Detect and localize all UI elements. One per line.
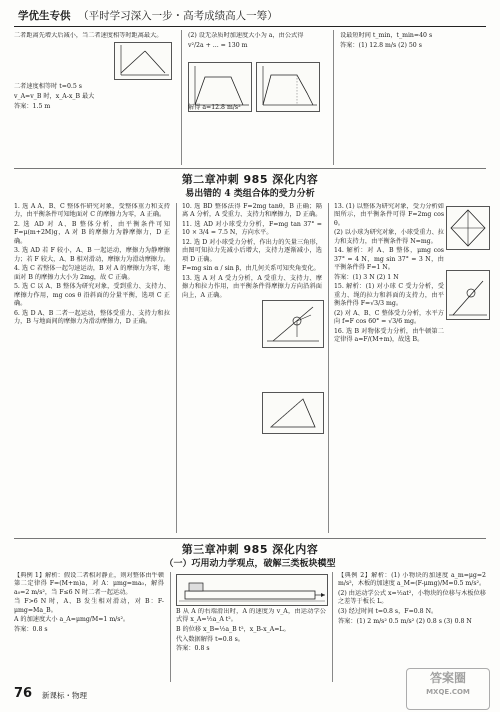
top-mid-column: [188, 32, 328, 162]
answer-line: 答案：1.5 m: [14, 102, 51, 110]
column-divider: [328, 203, 329, 533]
paragraph: 4. 选 C 若整体一起匀速运动，B 对 A 的摩擦力为零，地面对 B 的摩擦力大小为 2mg，故 C 正确。: [14, 265, 170, 281]
paragraph: 13. 选 A 对 A 受力分析，A 受重力、支持力、摩擦力和拉力作用，由平衡条件得摩擦力方向沿斜面向上，A 正确。: [182, 275, 322, 299]
watermark-url: MXQE.COM: [426, 688, 470, 696]
chapter-2-middle-column: [182, 203, 322, 533]
paragraph: (2) 以小球为研究对象，小球受重力、拉力和支持力，由平衡条件得 N=mg。: [334, 229, 444, 245]
paragraph: (2) 对 A、B、C 整体受力分析，水平方向 f=F cos 60° = √3/6 mg。: [334, 309, 444, 326]
chapter-3-subtitle: （一）巧用动力学观点，破解三类板块模型: [164, 559, 336, 569]
paragraph: 3. 选 AD 若 F 较小，A、B 一起运动，摩擦力为静摩擦力；若 F 较大，A、B 相对滑动，摩擦力为滑动摩擦力。: [14, 247, 170, 263]
paragraph: 【典例 2】解析：(1) 小物块的加速度 a_m=μg=2 m/s²，木板的加速度 a_M=(F-μmg)/M=0.5 m/s²。: [338, 572, 486, 588]
paragraph: (2) 由运动学公式 x=½at²，小物块的位移与木板位移之差等于板长 L。: [338, 590, 486, 606]
page-number: 76: [14, 686, 33, 701]
header-tagline: （平时学习深入一步・高考成绩高人一筹）: [78, 10, 278, 22]
answer-line: 答案：0.8 s: [14, 626, 48, 633]
column-divider: [332, 572, 333, 682]
footer-label: 新课标・物理: [42, 691, 87, 700]
header-brand: 学优生专供: [18, 10, 71, 22]
paragraph: F=mg sin α / sin β，由几何关系可知夹角变化。: [182, 265, 320, 273]
paragraph: 10. 选 BD 整体法得 F=2mg tanθ，B 正确；隔离 A 分析，A 受重力、支持力和摩擦力，D 正确。: [182, 203, 322, 219]
section-divider: [14, 168, 486, 169]
section-divider: [14, 538, 486, 539]
paragraph: B 的位移 x_B=½a_B t²，x_B-x_A=L。: [176, 626, 290, 633]
paragraph: 16. 选 B 对物体受力分析，由牛顿第二定律得 a=F/(M+m)，故选 B。: [334, 327, 444, 344]
vector-triangle-figure: [262, 392, 324, 434]
paragraph: 1. 选 A A、B、C 整体作研究对象，受整体重力和支持力，由平衡条件可知地面对 C 的摩擦力为零，A 正确。: [14, 203, 170, 219]
paragraph: 二者速度相等时 t=0.5 s: [14, 83, 82, 91]
column-divider: [170, 572, 171, 682]
chapter-3-middle-column: [176, 608, 326, 682]
answer-line: 答案：0.8 s: [176, 645, 210, 653]
paragraph: 【典例 1】解析：假设二者相对静止，则对整体由牛顿第二定律得 F=(M+m)a，对 A：μmg=ma₀，解得 a₀=2 m/s²，当 F≤6 N 时二者一起运动。: [14, 572, 164, 596]
chapter-2-subtitle: 易出错的 4 类组合体的受力分析: [185, 189, 315, 199]
paragraph: 14. 解析：对 A、B 整体，μmg cos 37° = 4 N，mg sin 37° = 3 N，由平衡条件得 F=1 N。: [334, 247, 444, 272]
block-on-board-figure: [176, 574, 328, 606]
incline-ball-figure: [446, 270, 490, 320]
motion-graph-figure: [114, 42, 172, 80]
paragraph: B 从 A 的右端滑出时，A 的速度为 v_A，由运动学公式得 x_A=½a_A t²。: [176, 608, 326, 624]
answer-line: 答案：(1) 2 m/s² 0.5 m/s² (2) 0.8 s (3) 0.8 N: [338, 617, 472, 625]
paragraph: 代入数据解得 t=0.8 s。: [176, 635, 244, 643]
paragraph: 设最短时间 t_min，t_min=40 s: [340, 32, 433, 39]
paragraph: 15. 解析：(1) 对小球 C 受力分析，受重力、绳的拉力和斜面的支持力，由平衡条件得 F=√3/3 mg。: [334, 283, 444, 308]
chapter-2-left-column: [14, 203, 170, 533]
page-header: [14, 6, 486, 27]
paragraph: 6. 选 D A、B 二者一起运动，整体受重力、支持力和拉力，B 与地面间的摩擦力为滑动摩擦力，D 正确。: [14, 309, 170, 326]
answer-line: 答案：(1) 12.8 m/s (2) 50 s: [340, 41, 422, 49]
chapter-3-left-column: [14, 572, 164, 682]
paragraph: v²/2a + ... = 130 m: [188, 41, 248, 49]
force-diagram-figure: [262, 300, 324, 348]
paragraph: A 的加速度大小 a_A=μmg/M=1 m/s²。: [14, 616, 130, 624]
paragraph: 11. 选 AD 对小球受力分析，F=mg tan 37° = 10 × 3/4 = 7.5 N，方向水平。: [182, 221, 322, 237]
paragraph: 12. 选 D 对小球受力分析，作出力的矢量三角形，由图可知拉力先减小后增大，支持力逐渐减小，选项 D 正确。: [182, 239, 322, 263]
paragraph: (3) 经过时间 t=0.8 s，F=0.8 N。: [338, 608, 438, 615]
watermark-logo: [406, 668, 490, 710]
chapter-2-right-column: [334, 203, 444, 533]
top-right-column: [340, 32, 486, 162]
watermark-text: 答案圈: [429, 671, 466, 685]
paragraph: 二者距离先增大后减小，当二者速度相等时距离最大。: [14, 32, 163, 39]
paragraph: v_A=v_B 时，x_A-x_B 最大: [14, 93, 95, 100]
paragraph: 5. 选 C 以 A、B 整体为研究对象，受到重力、支持力、摩擦力作用，mg cos θ 沿斜面的分量平衡，选项 C 正确。: [14, 283, 170, 308]
paragraph: 当 F>6 N 时，A、B 发生相对滑动，对 B：F-μmg=Ma_B。: [14, 598, 164, 614]
chapter-3-title: 第三章冲刺 985 深化内容: [181, 543, 319, 556]
paragraph: 13. (1) 以整体为研究对象，受力分析如图所示，由平衡条件可得 F=2mg cos θ。: [334, 203, 444, 227]
rhombus-force-figure: [446, 206, 490, 250]
column-divider: [181, 30, 182, 165]
column-divider: [176, 203, 177, 533]
paragraph: (2) 设无杂质时加速度大小为 a，由公式得: [188, 32, 304, 39]
answer-line: 答案：(1) 3 N (2) 1 N: [334, 273, 399, 281]
column-divider: [333, 30, 334, 165]
chapter-3-right-column: [338, 572, 486, 664]
chapter-2-title: 第二章冲刺 985 深化内容: [181, 173, 319, 186]
top-left-column: [14, 32, 174, 162]
paragraph: 解得 a=12.8 m/s²: [188, 104, 241, 111]
paragraph: 2. 选 AD 对 A、B 整体分析，由平衡条件可知 F=μ(m+2M)g，A 对 B 的摩擦力为静摩擦力，D 正确。: [14, 221, 170, 245]
